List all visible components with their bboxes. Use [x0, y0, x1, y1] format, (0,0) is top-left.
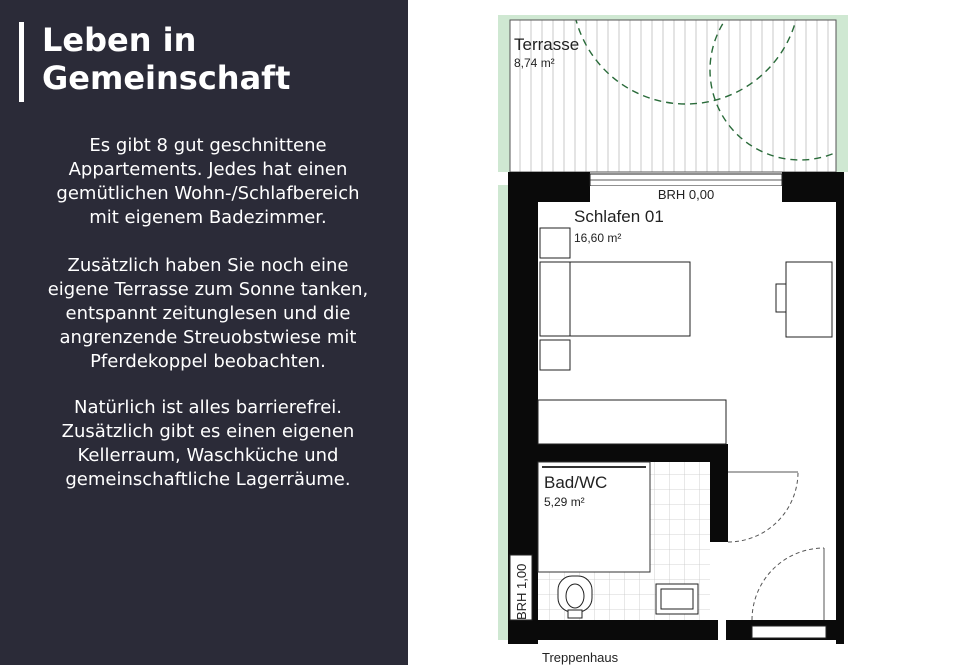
- p2-line: Pferdekoppel beobachten.: [90, 351, 326, 372]
- p1-line: mit eigenem Badezimmer.: [89, 207, 327, 228]
- washbasin: [656, 584, 698, 614]
- title-line-2: Gemeinschaft: [42, 59, 291, 97]
- paragraph-accessibility: [20, 396, 396, 492]
- bedroom-area: 16,60 m²: [574, 231, 622, 245]
- paragraph-terrace: [20, 254, 396, 374]
- p2-line: entspannt zeitunglesen und die: [65, 303, 351, 324]
- bottom-cut-label: Treppenhaus: [542, 650, 619, 665]
- p2-line: Zusätzlich haben Sie noch eine: [67, 255, 349, 276]
- p3-line: gemeinschaftliche Lagerräume.: [65, 469, 351, 490]
- p1-line: Appartements. Jedes hat einen: [68, 159, 348, 180]
- p2-line: angrenzende Streuobstwiese mit: [59, 327, 357, 348]
- text-panel: [0, 0, 408, 665]
- title-line-1: Leben in: [42, 21, 197, 59]
- title-accent-bar: [19, 22, 24, 102]
- p1-line: Es gibt 8 gut geschnittene: [89, 135, 327, 156]
- window-label-top: BRH 0,00: [657, 187, 715, 202]
- p3-line: Zusätzlich gibt es einen eigenen: [61, 421, 355, 442]
- bath-name: Bad/WC: [544, 473, 608, 492]
- page-title: [42, 21, 382, 97]
- p3-line: Kellerraum, Waschküche und: [77, 445, 339, 466]
- terrace-name: Terrasse: [514, 35, 580, 54]
- window-label-side: BRH 1,00: [514, 563, 529, 620]
- bath-area: 5,29 m²: [544, 495, 585, 509]
- p1-line: gemütlichen Wohn-/Schlafbereich: [56, 183, 360, 204]
- paragraph-apartments: [20, 134, 396, 230]
- terrace-area: 8,74 m²: [514, 56, 555, 70]
- bedroom-name: Schlafen 01: [574, 207, 664, 226]
- wardrobe: [538, 400, 726, 444]
- hallway: [728, 462, 836, 620]
- p3-line: Natürlich ist alles barrierefrei.: [74, 397, 342, 418]
- entry-threshold: [752, 626, 826, 638]
- p2-line: eigene Terrasse zum Sonne tanken,: [47, 279, 369, 300]
- floor-plan: [490, 10, 860, 665]
